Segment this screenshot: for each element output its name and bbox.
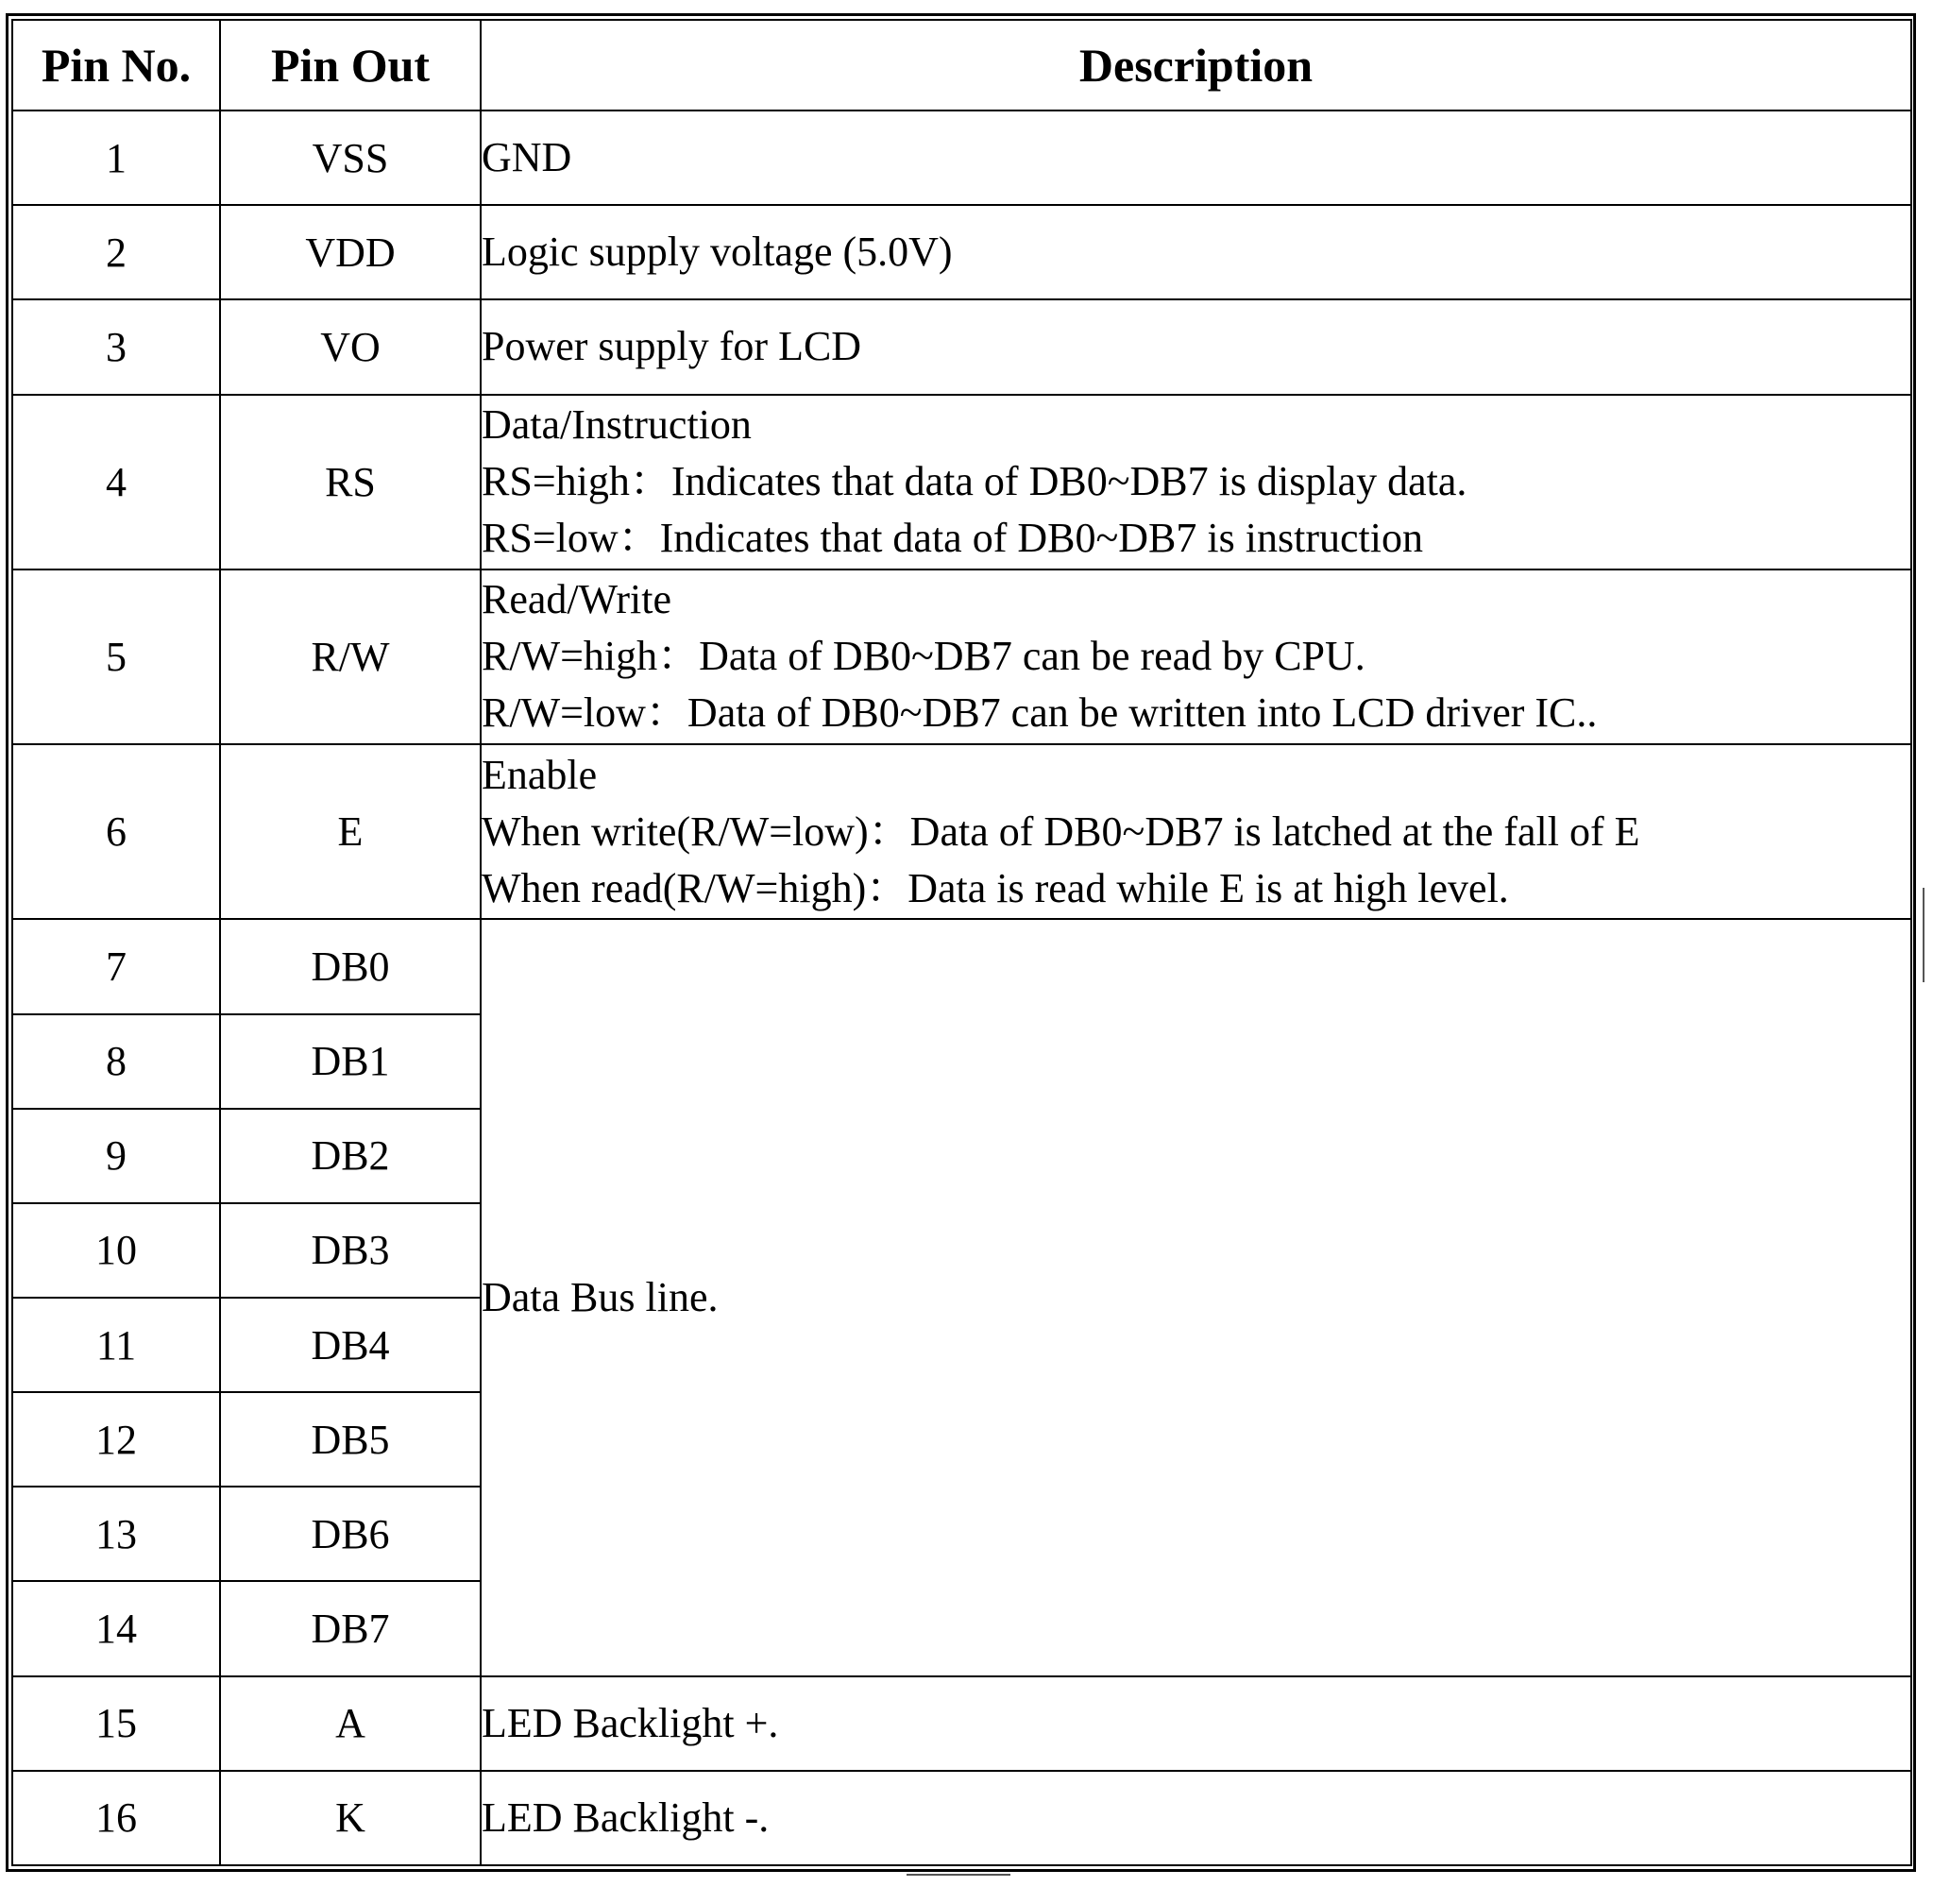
- pin-description: [481, 205, 1911, 299]
- pin-description: [481, 110, 1911, 205]
- pin-number: 2: [12, 205, 220, 299]
- description-line: Power supply for LCD: [482, 323, 862, 370]
- header-pin-out: Pin Out: [220, 20, 481, 110]
- description-line: Logic supply voltage (5.0V): [482, 229, 953, 276]
- pin-description: [481, 570, 1911, 744]
- table-row: [12, 395, 1911, 570]
- description-line: Data/Instruction: [482, 401, 752, 449]
- header-description: Description: [481, 20, 1911, 110]
- pin-description-table: [11, 19, 1912, 1866]
- pin-out: VO: [220, 299, 481, 394]
- pin-out: DB4: [220, 1298, 481, 1392]
- table-row: [12, 1676, 1911, 1771]
- pin-number: 7: [12, 919, 220, 1013]
- pin-out: DB7: [220, 1581, 481, 1675]
- pin-number: 14: [12, 1581, 220, 1675]
- pin-out: R/W: [220, 570, 481, 744]
- description-line: R/W=high：Data of DB0~DB7 can be read by CPU.: [482, 633, 1365, 680]
- pin-out: VDD: [220, 205, 481, 299]
- description-line: RS=low：Indicates that data of DB0~DB7 is instruction: [482, 515, 1423, 562]
- pin-number: 15: [12, 1676, 220, 1771]
- header-row: [12, 20, 1911, 110]
- pin-out: DB3: [220, 1203, 481, 1298]
- pin-out: DB0: [220, 919, 481, 1013]
- pin-number: 9: [12, 1109, 220, 1203]
- pin-number: 6: [12, 744, 220, 919]
- pin-out: DB6: [220, 1487, 481, 1581]
- pin-description: [481, 299, 1911, 394]
- data-bus-description: [481, 919, 1911, 1675]
- description-line: When write(R/W=low)：Data of DB0~DB7 is latched at the fall of E: [482, 808, 1640, 855]
- pin-description: [481, 744, 1911, 919]
- pin-out: DB5: [220, 1392, 481, 1487]
- pin-number: 8: [12, 1014, 220, 1109]
- pin-number: 12: [12, 1392, 220, 1487]
- description-line: Enable: [482, 751, 598, 798]
- edge-mark: [907, 1874, 1010, 1876]
- description-line: RS=high：Indicates that data of DB0~DB7 is display data.: [482, 458, 1467, 505]
- description-line: Read/Write: [482, 576, 672, 623]
- pin-out: VSS: [220, 110, 481, 205]
- table-row: [12, 570, 1911, 744]
- table-row: [12, 919, 1911, 1013]
- pin-out: DB2: [220, 1109, 481, 1203]
- pin-number: 5: [12, 570, 220, 744]
- pin-description: [481, 395, 1911, 570]
- table-row: [12, 205, 1911, 299]
- pin-number: 11: [12, 1298, 220, 1392]
- table-row: [12, 110, 1911, 205]
- description-line: LED Backlight +.: [482, 1699, 779, 1746]
- header-pin-no: Pin No.: [12, 20, 220, 110]
- description-line: LED Backlight -.: [482, 1794, 770, 1841]
- table-row: [12, 744, 1911, 919]
- pin-description: [481, 1771, 1911, 1865]
- pin-number: 16: [12, 1771, 220, 1865]
- pin-out: DB1: [220, 1014, 481, 1109]
- table-row: [12, 299, 1911, 394]
- pin-out: E: [220, 744, 481, 919]
- pin-number: 10: [12, 1203, 220, 1298]
- description-line: GND: [482, 134, 572, 181]
- description-line: R/W=low：Data of DB0~DB7 can be written into LCD driver IC..: [482, 689, 1598, 737]
- table-row: [12, 1771, 1911, 1865]
- pin-number: 13: [12, 1487, 220, 1581]
- pin-description: [481, 1676, 1911, 1771]
- pin-out: RS: [220, 395, 481, 570]
- description-line: When read(R/W=high)：Data is read while E is at high level.: [482, 864, 1509, 911]
- pin-number: 1: [12, 110, 220, 205]
- edge-mark: [1923, 888, 1925, 982]
- pin-out: A: [220, 1676, 481, 1771]
- description-line: Data Bus line.: [482, 1273, 719, 1320]
- pin-number: 3: [12, 299, 220, 394]
- pin-number: 4: [12, 395, 220, 570]
- pin-out: K: [220, 1771, 481, 1865]
